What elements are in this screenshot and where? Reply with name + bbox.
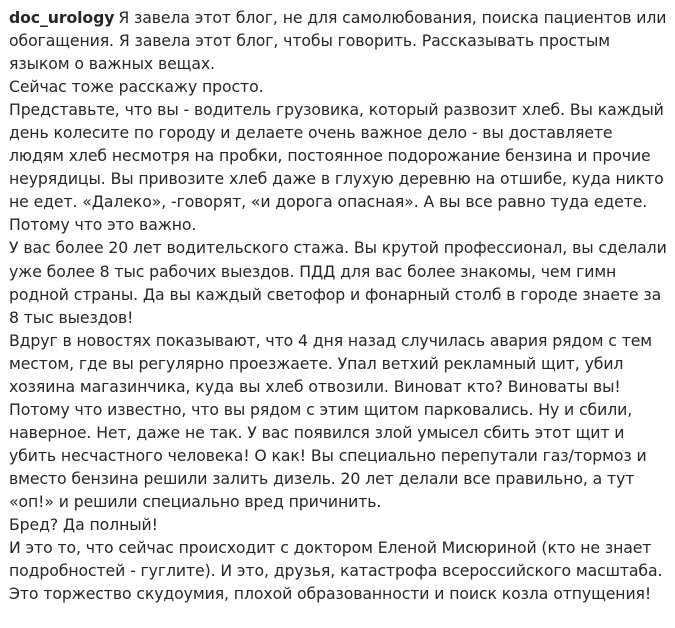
post-caption — [9, 6, 669, 605]
caption-text: Я завела этот блог, не для самолюбования, поиска пациентов или обогащения. Я завела этот блог, чтобы говорить. Рассказывать простым языком о важных вещах. — [9, 8, 667, 74]
caption-paragraph-5: Вдруг в новостях показывают, что 4 дня назад случилась авария рядом с тем местом, где вы регулярно проезжаете. Упал ветхий рекламный щит, убил хозяина магазинчика, куда вы хлеб отвозили. Виноват кто? Виноваты вы! Потому что известно, что вы рядом с этим щитом парковались. Ну и сбили, наверное. Нет, даже не так. У вас появился злой умысел сбить этот щит и убить несчастного человека! О как! Вы специально перепутали газ/тормоз и вместо бензина решили залить дизель. 20 лет делали все правильно, а тут «оп!» и решили специально вред причинить. — [9, 330, 653, 511]
username-link[interactable]: doc_urology — [9, 8, 115, 27]
caption-paragraph-4: У вас более 20 лет водительского стажа. Вы крутой профессионал, вы сделали уже более 8 тыс рабочих выездов. ПДД для вас более знакомы, чем гимн родной страны. Да вы каждый светофор и фонарный столб в городе знаете за 8 тыс выездов! — [9, 238, 667, 327]
caption-paragraph-7: И это то, что сейчас происходит с доктором Еленой Мисюриной (кто не знает подробностей - гуглите). И это, друзья, катастрофа всероссийского масштаба. Это торжество скудоумия, плохой образованности и поиск козла отпущения! — [9, 538, 663, 604]
caption-paragraph-1 — [9, 6, 669, 75]
caption-paragraph-6: Бред? Да полный! — [9, 515, 158, 535]
caption-paragraph-3: Представьте, что вы - водитель грузовика, который развозит хлеб. Вы каждый день колесите по городу и делаете очень важное дело - вы доставляете людям хлеб несмотря на пробки, постоянное подорожание бензина и прочие неурядицы. Вы привозите хлеб даже в глухую деревню на отшибе, куда никто не едет. «Далеко», -говорят, «и дорога опасная». А вы все равно туда едете. Потому что это важно. — [9, 100, 664, 235]
caption-paragraph-2: Сейчас тоже расскажу просто. — [9, 77, 264, 97]
